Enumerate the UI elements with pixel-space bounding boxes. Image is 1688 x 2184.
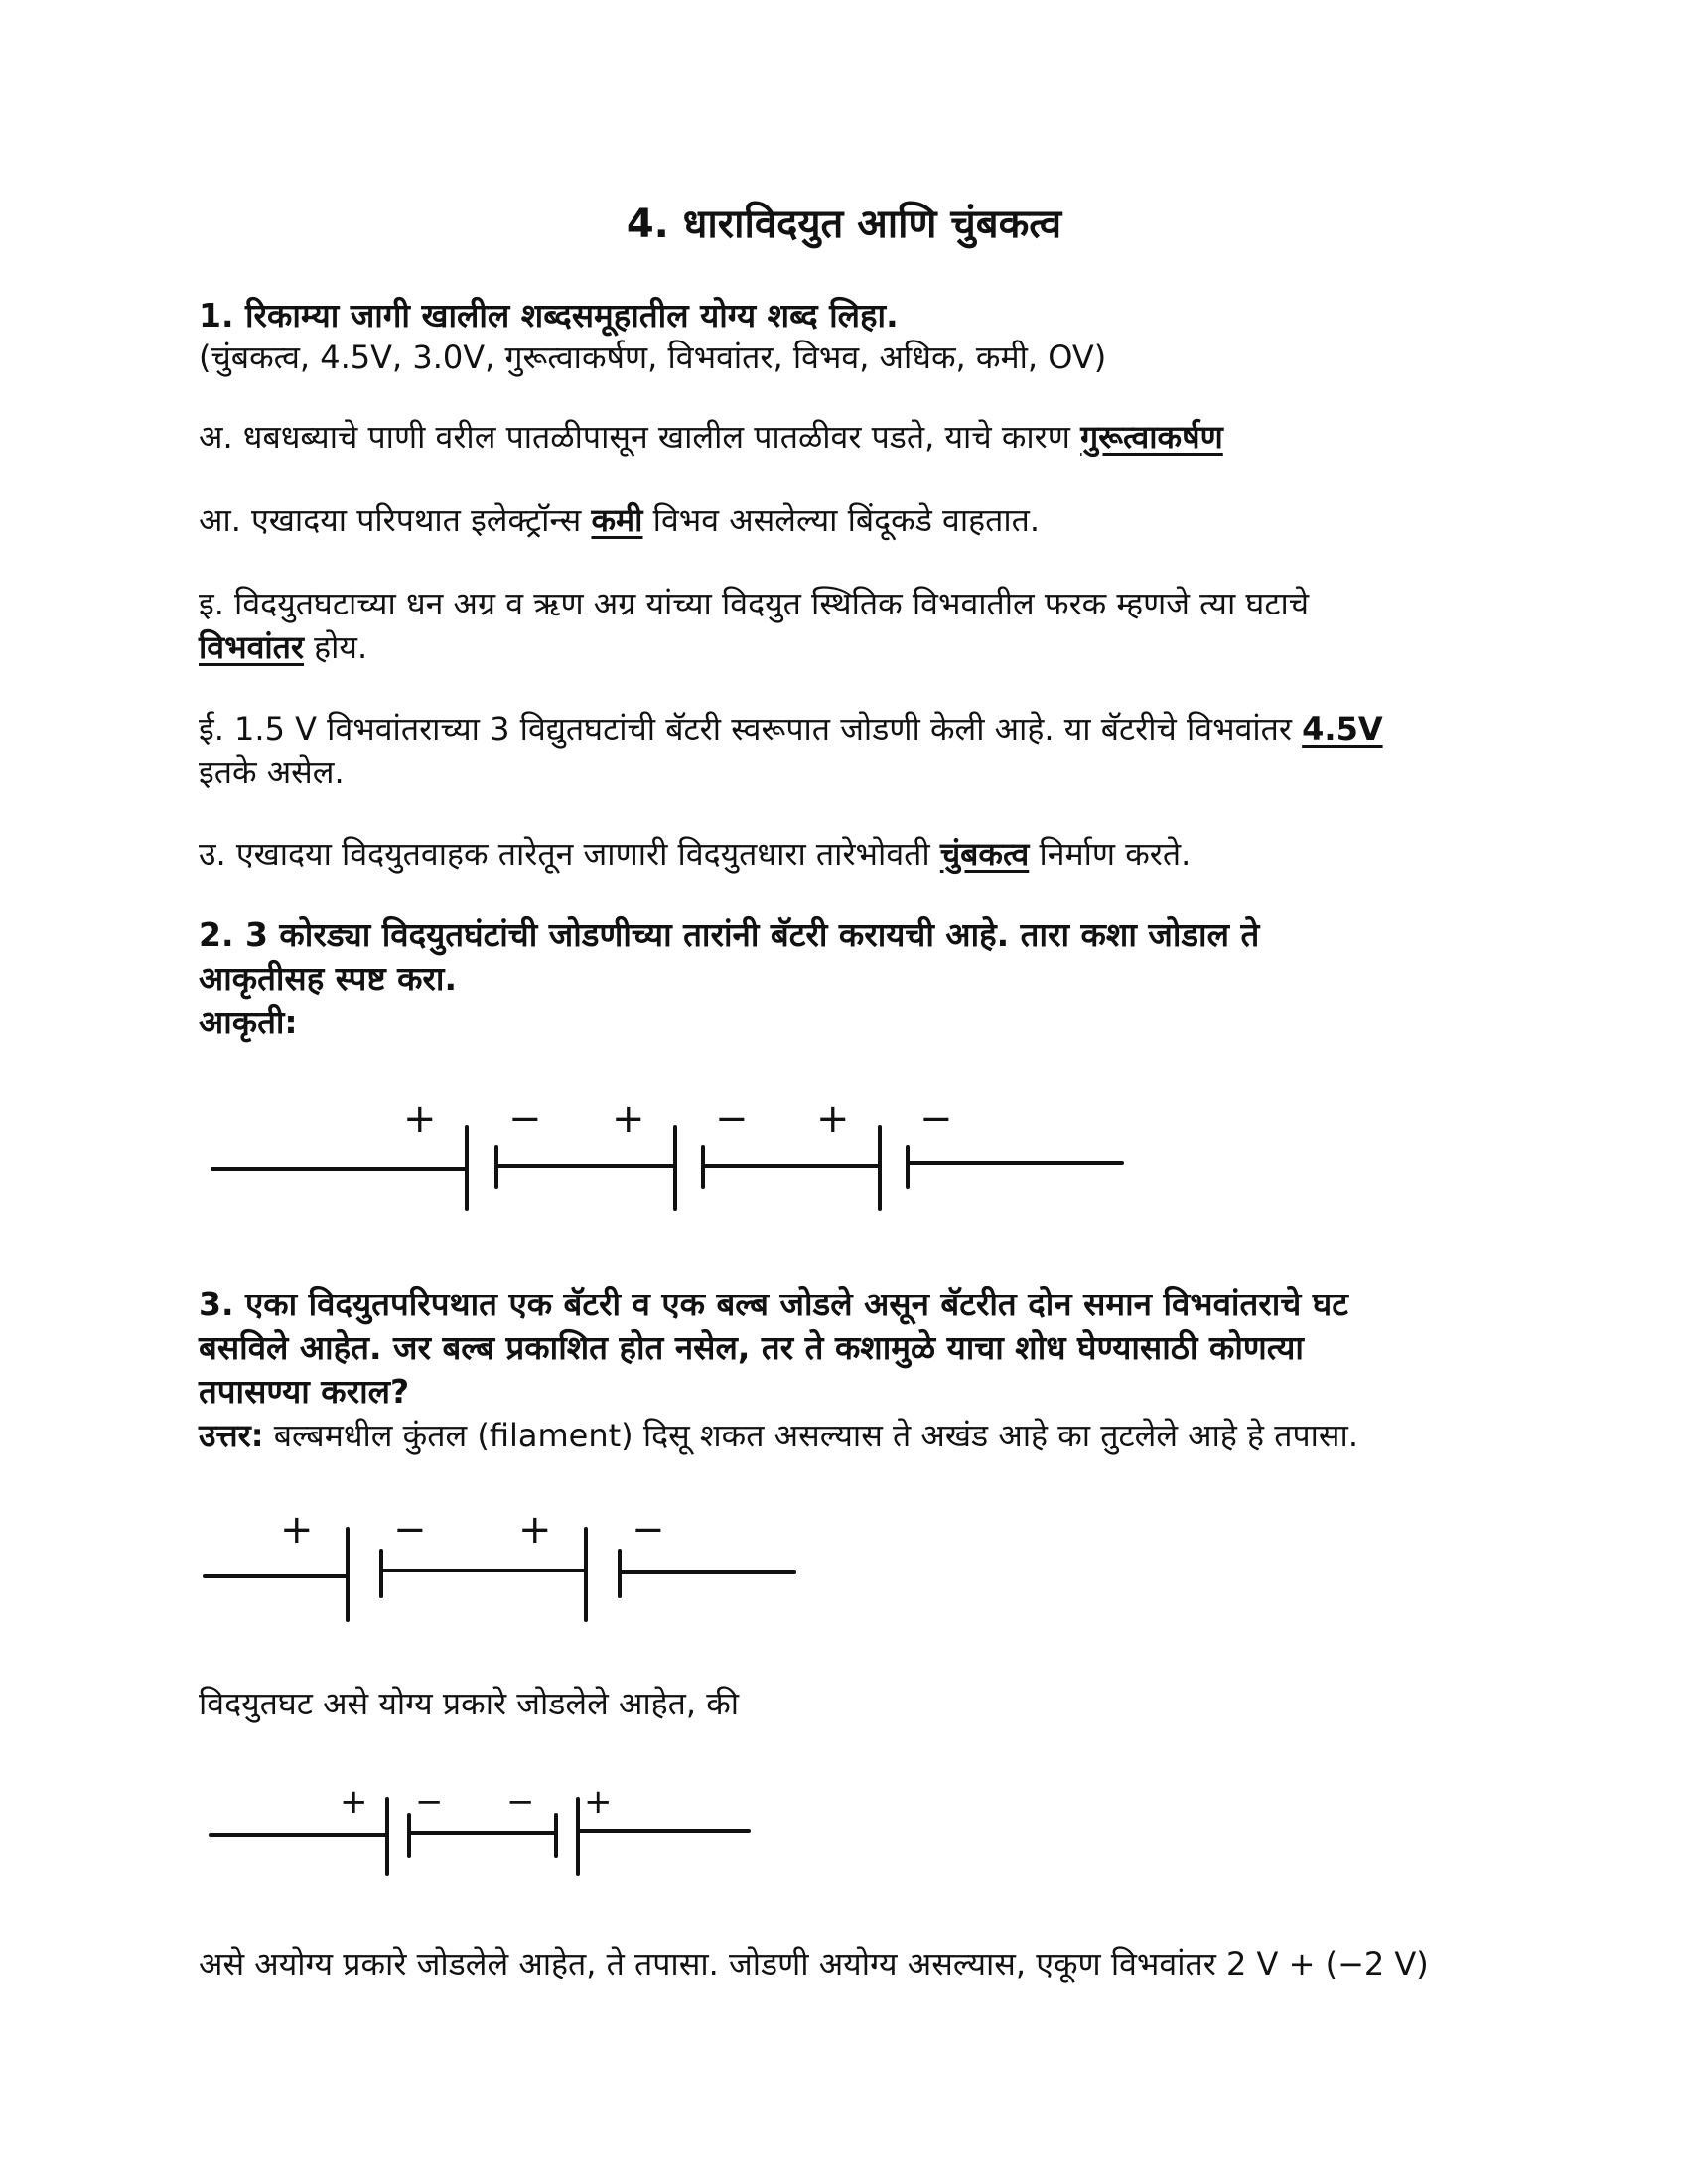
q1-options: (चुंबकत्व, 4.5V, 3.0V, गुरूत्वाकर्षण, विभवांतर, विभव, अधिक, कमी, OV) [199, 339, 1107, 376]
battery-three-cells-diagram [199, 1092, 1152, 1231]
q1-i-line1: इ. विदयुतघटाच्या धन अग्र व ऋण अग्र यांच्या विदयुत स्थितिक विभवातील फरक म्हणजे त्या घटाचे [199, 585, 1310, 622]
page-title: 4. धाराविदयुत आणि चुंबकत्व [626, 202, 1062, 247]
q1-heading: 1. रिकाम्या जागी खालील शब्दसमूहातील योग्य शब्द लिहा. [199, 296, 899, 335]
q3-wrong-text: असे अयोग्य प्रकारे जोडलेले आहेत, ते तपासा. जोडणी अयोग्य असल्यास, एकूण विभवांतर 2 V + (−2 V) [199, 1945, 1429, 1982]
q1-i-answer: विभवांतर [199, 628, 304, 666]
q1-i-after: होय. [303, 628, 368, 666]
q3-line2: बसविले आहेत. जर बल्ब प्रकाशित होत नसेल, तर ते कशामुळे याचा शोध घेण्यासाठी कोणत्या [199, 1328, 1304, 1367]
q1-u-after: निर्माण करते. [1029, 835, 1192, 873]
q1-a-answer: गुरूत्वाकर्षण [1080, 418, 1223, 456]
q1-aa-after: विभव असलेल्या बिंदूकडे वाहतात. [642, 501, 1041, 539]
cell1-minus-sign: − [393, 1507, 427, 1553]
battery-correct-connection-diagram [199, 1499, 834, 1638]
q1-u-before: उ. एखादया विदयुतवाहक तारेतून जाणारी विदयुतधारा तारेभोवती [199, 835, 940, 873]
q1-aa [199, 498, 1040, 541]
q3-line1: 3. एका विदयुतपरिपथात एक बॅटरी व एक बल्ब जोडले असून बॅटरीत दोन समान विभवांतराचे घट [199, 1285, 1348, 1323]
cell2-minus-sign: − [506, 1782, 535, 1822]
q1-ii-line2: इतके असेल. [199, 753, 345, 791]
q2-figure-label: आकृती: [199, 1003, 298, 1041]
q1-ii-text: ई. 1.5 V विभवांतराच्या 3 विद्युतघटांची बॅटरी स्वरूपात जोडणी केली आहे. या बॅटरीचे विभवांतर [199, 710, 1303, 748]
q1-u-answer: चुंबकत्व [939, 835, 1030, 873]
cell1-plus-sign: + [280, 1507, 314, 1553]
cell2-plus-sign: + [518, 1507, 552, 1553]
cell2-minus-sign: − [715, 1096, 749, 1142]
q1-aa-before: आ. एखादया परिपथात इलेक्ट्रॉन्स [199, 501, 592, 539]
cell1-minus-sign: − [508, 1096, 542, 1142]
cell3-minus-sign: − [919, 1096, 953, 1142]
q2-line2: आकृतीसह स्पष्ट करा. [199, 959, 458, 998]
cell2-plus-sign: + [612, 1096, 645, 1142]
q1-ii-answer: 4.5V [1302, 710, 1383, 748]
cell1-plus-sign: + [403, 1096, 437, 1142]
q1-a-text: अ. धबधब्याचे पाणी वरील पातळीपासून खालील पातळीवर पडते, याचे कारण [199, 418, 1081, 456]
q3-answer-label: उत्तर: [199, 1417, 264, 1454]
cell1-plus-sign: + [340, 1782, 368, 1822]
q1-ii-line1 [199, 707, 1383, 750]
q3-answer-text: बल्बमधील कुंतल (filament) दिसू शकत असल्यास ते अखंड आहे का तुटलेले आहे हे तपासा. [263, 1417, 1359, 1454]
battery-wrong-connection-diagram [199, 1777, 774, 1886]
q1-aa-answer: कमी [591, 501, 643, 539]
q3-correct-text: विदयुतघट असे योग्य प्रकारे जोडलेले आहेत, की [199, 1685, 740, 1722]
cell2-minus-sign: − [632, 1507, 665, 1553]
cell1-minus-sign: − [415, 1782, 444, 1822]
q1-i-line2 [199, 625, 367, 668]
q3-line3: तपासण्या कराल? [199, 1372, 410, 1411]
q1-a [199, 415, 1223, 458]
cell3-plus-sign: + [816, 1096, 850, 1142]
q2-line1: 2. 3 कोरड्या विदयुतघंटांची जोडणीच्या तारांनी बॅटरी करायची आहे. तारा कशा जोडाल ते [199, 915, 1260, 954]
q1-u [199, 832, 1191, 875]
q3-answer [199, 1414, 1358, 1456]
cell2-plus-sign: + [584, 1782, 613, 1822]
